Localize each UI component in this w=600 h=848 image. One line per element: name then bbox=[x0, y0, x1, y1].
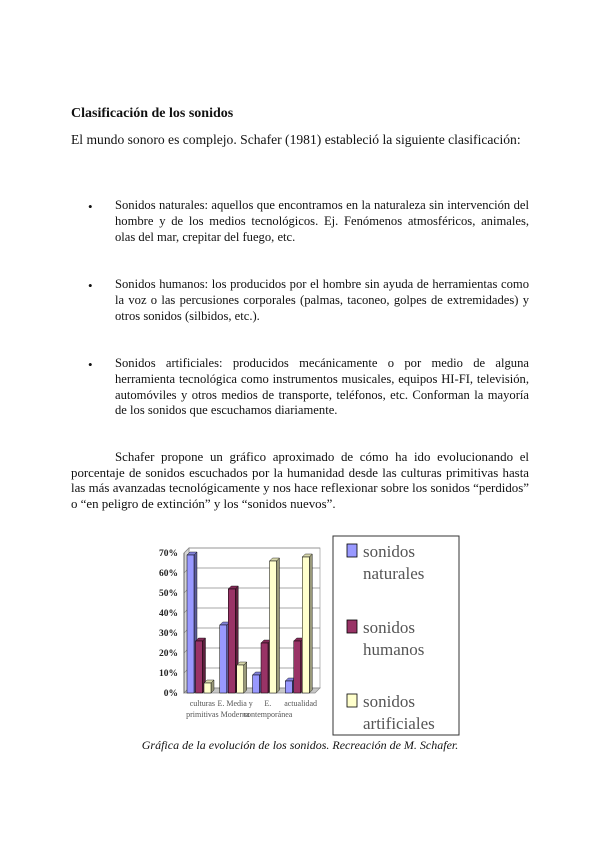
legend-swatch bbox=[347, 694, 357, 707]
chart-bar-front bbox=[187, 555, 194, 693]
chart-bar-front bbox=[237, 665, 244, 693]
x-tick-label: culturas bbox=[189, 699, 216, 708]
legend-label: sonidos bbox=[363, 692, 415, 711]
chart-bar-front bbox=[261, 643, 268, 693]
chart-bar-side bbox=[277, 558, 280, 693]
chart-bar-side bbox=[309, 554, 312, 693]
x-tick-label: primitivas bbox=[186, 710, 219, 719]
section-heading: Clasificación de los sonidos bbox=[71, 106, 234, 121]
chart-bar-front bbox=[253, 675, 260, 693]
chart-bar-side bbox=[244, 662, 247, 693]
chart-bar-front bbox=[220, 625, 227, 693]
legend-label: sonidos bbox=[363, 542, 415, 561]
x-tick-label: contemporánea bbox=[243, 710, 293, 719]
schafer-paragraph bbox=[71, 450, 529, 513]
chart-bar-front bbox=[285, 681, 292, 693]
intro-paragraph: El mundo sonoro es complejo. Schafer (1981) estableció la siguiente clasificación: bbox=[71, 132, 521, 147]
x-tick-label: E. bbox=[264, 699, 272, 708]
y-tick-label: 30% bbox=[159, 629, 178, 639]
chart-bar-3-1 bbox=[204, 680, 214, 693]
bullet-marker: • bbox=[88, 278, 93, 293]
bullet-marker: • bbox=[88, 357, 93, 372]
bullet-natural-sounds: Sonidos naturales: aquellos que encontramos en la naturaleza sin intervención del hombre y de los medios tecnológicos. Ej. Fenómenos atmosféricos, animales, olas del mar, crepitar del fuego, etc. bbox=[115, 198, 529, 244]
chart-bar-3-3 bbox=[270, 558, 280, 693]
schafer-paragraph-text: Schafer propone un gráfico aproximado de cómo ha ido evolucionando el porcentaje de sonidos escuchados por la humanidad desde las culturas primitivas hasta las más avanzadas tecnológicamente y nos hace reflexionar sobre los sonidos “perdidos” o “en peligro de extinción” y los “sonidos nuevos”. bbox=[71, 450, 529, 512]
chart-bar-front bbox=[294, 641, 301, 693]
x-tick-label: E. Media y bbox=[217, 699, 253, 708]
chart-bar-3-4 bbox=[302, 554, 312, 693]
legend-label: sonidos bbox=[363, 618, 415, 637]
legend-label: artificiales bbox=[363, 714, 435, 733]
legend-label: naturales bbox=[363, 564, 425, 583]
y-tick-label: 20% bbox=[159, 649, 178, 659]
bullet-artificial-sounds: Sonidos artificiales: producidos mecánicamente o por medio de alguna herramienta tecnológica como instrumentos musicales, equipos HI-FI, televisión, automóviles y otros medios de transporte, teléfonos, etc. Conforman la mayoría de los sonidos que escuchamos diariamente. bbox=[115, 356, 529, 418]
legend-swatch bbox=[347, 544, 357, 557]
chart-bar-front bbox=[270, 561, 277, 693]
y-tick-label: 0% bbox=[163, 689, 178, 699]
chart-bar-3-2 bbox=[237, 662, 247, 693]
legend-swatch bbox=[347, 620, 357, 633]
legend-label: humanos bbox=[363, 640, 425, 659]
y-tick-label: 60% bbox=[159, 569, 178, 579]
x-tick-label: Moderna bbox=[220, 710, 250, 719]
bullet-human-sounds: Sonidos humanos: los producidos por el hombre sin ayuda de herramientas como la voz o las percusiones corporales (palmas, taconeo, golpes de extremidades) y otros sonidos (silbidos, etc.). bbox=[115, 277, 529, 323]
chart-caption: Gráfica de la evolución de los sonidos. Recreación de M. Schafer. bbox=[141, 738, 459, 752]
bullet-marker: • bbox=[88, 199, 93, 214]
x-tick-label: actualidad bbox=[284, 699, 318, 708]
sound-evolution-chart bbox=[150, 535, 462, 737]
y-tick-label: 40% bbox=[159, 609, 178, 619]
chart-bar-front bbox=[228, 589, 235, 693]
y-tick-label: 50% bbox=[159, 589, 178, 599]
chart-bar-front bbox=[302, 557, 309, 693]
chart-bar-front bbox=[204, 683, 211, 693]
chart-bar-front bbox=[196, 641, 203, 693]
y-tick-label: 10% bbox=[159, 669, 178, 679]
y-tick-label: 70% bbox=[159, 549, 178, 559]
